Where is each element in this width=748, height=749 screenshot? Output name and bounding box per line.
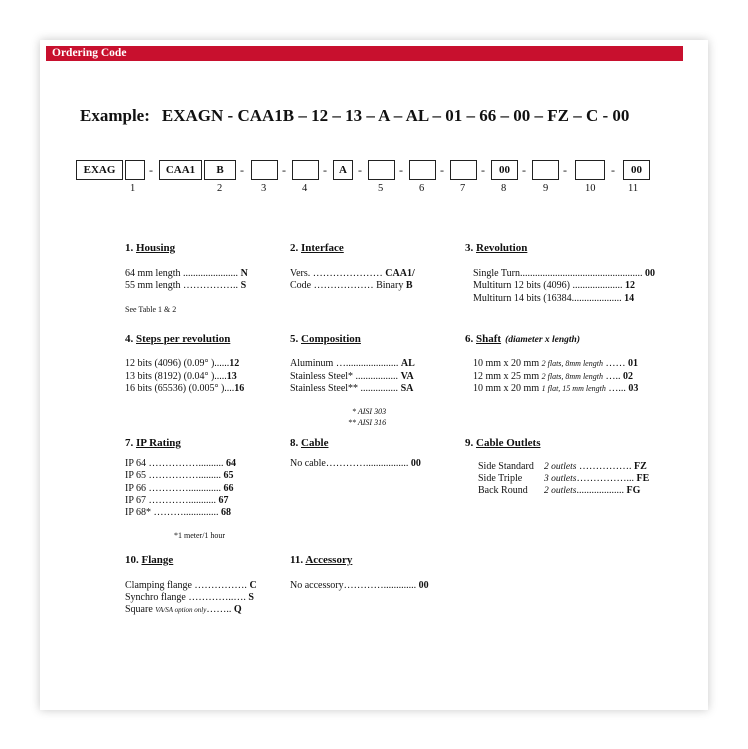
- option-row: 10 mm x 20 mm 1 flat, 15 mm length …... 03: [473, 383, 639, 394]
- option-row: No accessory…………............. 00: [290, 580, 429, 591]
- example-line: [80, 106, 629, 126]
- code-box-b: B: [204, 160, 236, 180]
- code-dash: -: [611, 163, 615, 177]
- code-dash: -: [323, 163, 327, 177]
- option-row: Stainless Steel* ................. VA: [290, 371, 414, 382]
- option-row: Side Triple 3 outlets……………... FE: [478, 473, 650, 484]
- option-row: 10 mm x 20 mm 2 flats, 8mm length …… 01: [473, 358, 638, 369]
- option-row: Clamping flange ……………. C: [125, 580, 257, 591]
- section-title-steps: 4. Steps per revolution: [125, 333, 231, 345]
- composition-note: * AISI 303: [352, 407, 387, 416]
- section-header: Ordering Code: [46, 46, 683, 61]
- option-row: 55 mm length …………….. S: [125, 280, 247, 291]
- code-dash: -: [240, 163, 244, 177]
- code-box-empty: [292, 160, 319, 180]
- section-title-cable: 8. Cable: [290, 437, 329, 449]
- code-box-00: 00: [623, 160, 650, 180]
- section-title-outlets: 9. Cable Outlets: [465, 437, 541, 449]
- position-number: 5: [378, 183, 384, 194]
- position-number: 3: [261, 183, 267, 194]
- section-title-revolution: 3. Revolution: [465, 242, 528, 254]
- option-row: Multiturn 14 bits (16384.................... 14: [473, 293, 635, 304]
- section-title-housing: 1. Housing: [125, 242, 176, 254]
- option-row: IP 64 …………….......... 64: [125, 458, 237, 469]
- code-dash: -: [481, 163, 485, 177]
- position-number: 9: [543, 183, 549, 194]
- option-row: Single Turn................................................. 00: [473, 268, 655, 279]
- section-title-accessory: 11. Accessory: [290, 554, 353, 566]
- option-row: Multiturn 12 bits (4096) .................... 12: [473, 280, 635, 291]
- option-row: IP 67 …………........... 67: [125, 495, 229, 506]
- example-label: Example:: [80, 106, 150, 125]
- section-title-interface: 2. Interface: [290, 242, 344, 254]
- code-dash: -: [522, 163, 526, 177]
- option-row: Square VA/SA option only…….. Q: [125, 604, 242, 615]
- example-code: EXAGN - CAA1B – 12 – 13 – A – AL – 01 – 66 – 00 – FZ – C - 00: [161, 106, 630, 125]
- code-box-caa1: CAA1: [159, 160, 202, 180]
- position-number: 6: [419, 183, 425, 194]
- housing-note: See Table 1 & 2: [125, 305, 177, 314]
- option-row: 12 mm x 25 mm 2 flats, 8mm length ….. 02: [473, 371, 633, 382]
- option-row: Back Round 2 outlets................... FG: [478, 485, 641, 496]
- option-row: 16 bits (65536) (0.005° )....16: [125, 383, 245, 394]
- code-dash: -: [358, 163, 362, 177]
- option-row: 13 bits (8192) (0.04° ).....13: [125, 371, 237, 382]
- position-number: 8: [501, 183, 507, 194]
- code-dash: -: [282, 163, 286, 177]
- code-box-empty: [450, 160, 477, 180]
- section-title-ip: 7. IP Rating: [125, 437, 181, 449]
- position-number: 10: [585, 183, 596, 194]
- code-dash: -: [440, 163, 444, 177]
- ip-note: *1 meter/1 hour: [174, 531, 226, 540]
- option-row: Side Standard 2 outlets ……………. FZ: [478, 461, 647, 472]
- option-row: Aluminum …..................... AL: [290, 358, 415, 369]
- code-box-empty: [251, 160, 278, 180]
- code-box-empty: [409, 160, 436, 180]
- code-box-empty: [125, 160, 145, 180]
- code-box-00: 00: [491, 160, 518, 180]
- option-row: Vers. ………………… CAA1/: [290, 268, 415, 279]
- code-box-empty: [368, 160, 395, 180]
- option-row: Synchro flange …………..…. S: [125, 592, 254, 603]
- option-row: No cable…………................. 00: [290, 458, 421, 469]
- composition-note: ** AISI 316: [348, 418, 387, 427]
- position-number: 11: [628, 183, 639, 194]
- section-title-composition: 5. Composition: [290, 333, 361, 345]
- code-dash: -: [399, 163, 403, 177]
- option-row: IP 66 …………............. 66: [125, 483, 234, 494]
- position-number: 4: [302, 183, 308, 194]
- option-row: 12 bits (4096) (0.09° )......12: [125, 358, 240, 369]
- code-dash: -: [563, 163, 567, 177]
- section-title-shaft: 6. Shaft (diameter x length): [465, 333, 581, 345]
- position-number: 1: [130, 183, 136, 194]
- section-title-flange: 10. Flange: [125, 554, 174, 566]
- code-box-exag: EXAG: [76, 160, 123, 180]
- option-row: 64 mm length ...................... N: [125, 268, 248, 279]
- option-row: IP 68* ……….............. 68: [125, 507, 232, 518]
- code-box-empty: [575, 160, 605, 180]
- code-box-empty: [532, 160, 559, 180]
- option-row: Code ……………… Binary B: [290, 280, 413, 291]
- code-dash: -: [149, 163, 153, 177]
- position-number: 7: [460, 183, 466, 194]
- code-box-a: A: [333, 160, 353, 180]
- option-row: Stainless Steel** ............... SA: [290, 383, 414, 394]
- option-row: IP 65 ……………......... 65: [125, 470, 234, 481]
- position-number: 2: [217, 183, 223, 194]
